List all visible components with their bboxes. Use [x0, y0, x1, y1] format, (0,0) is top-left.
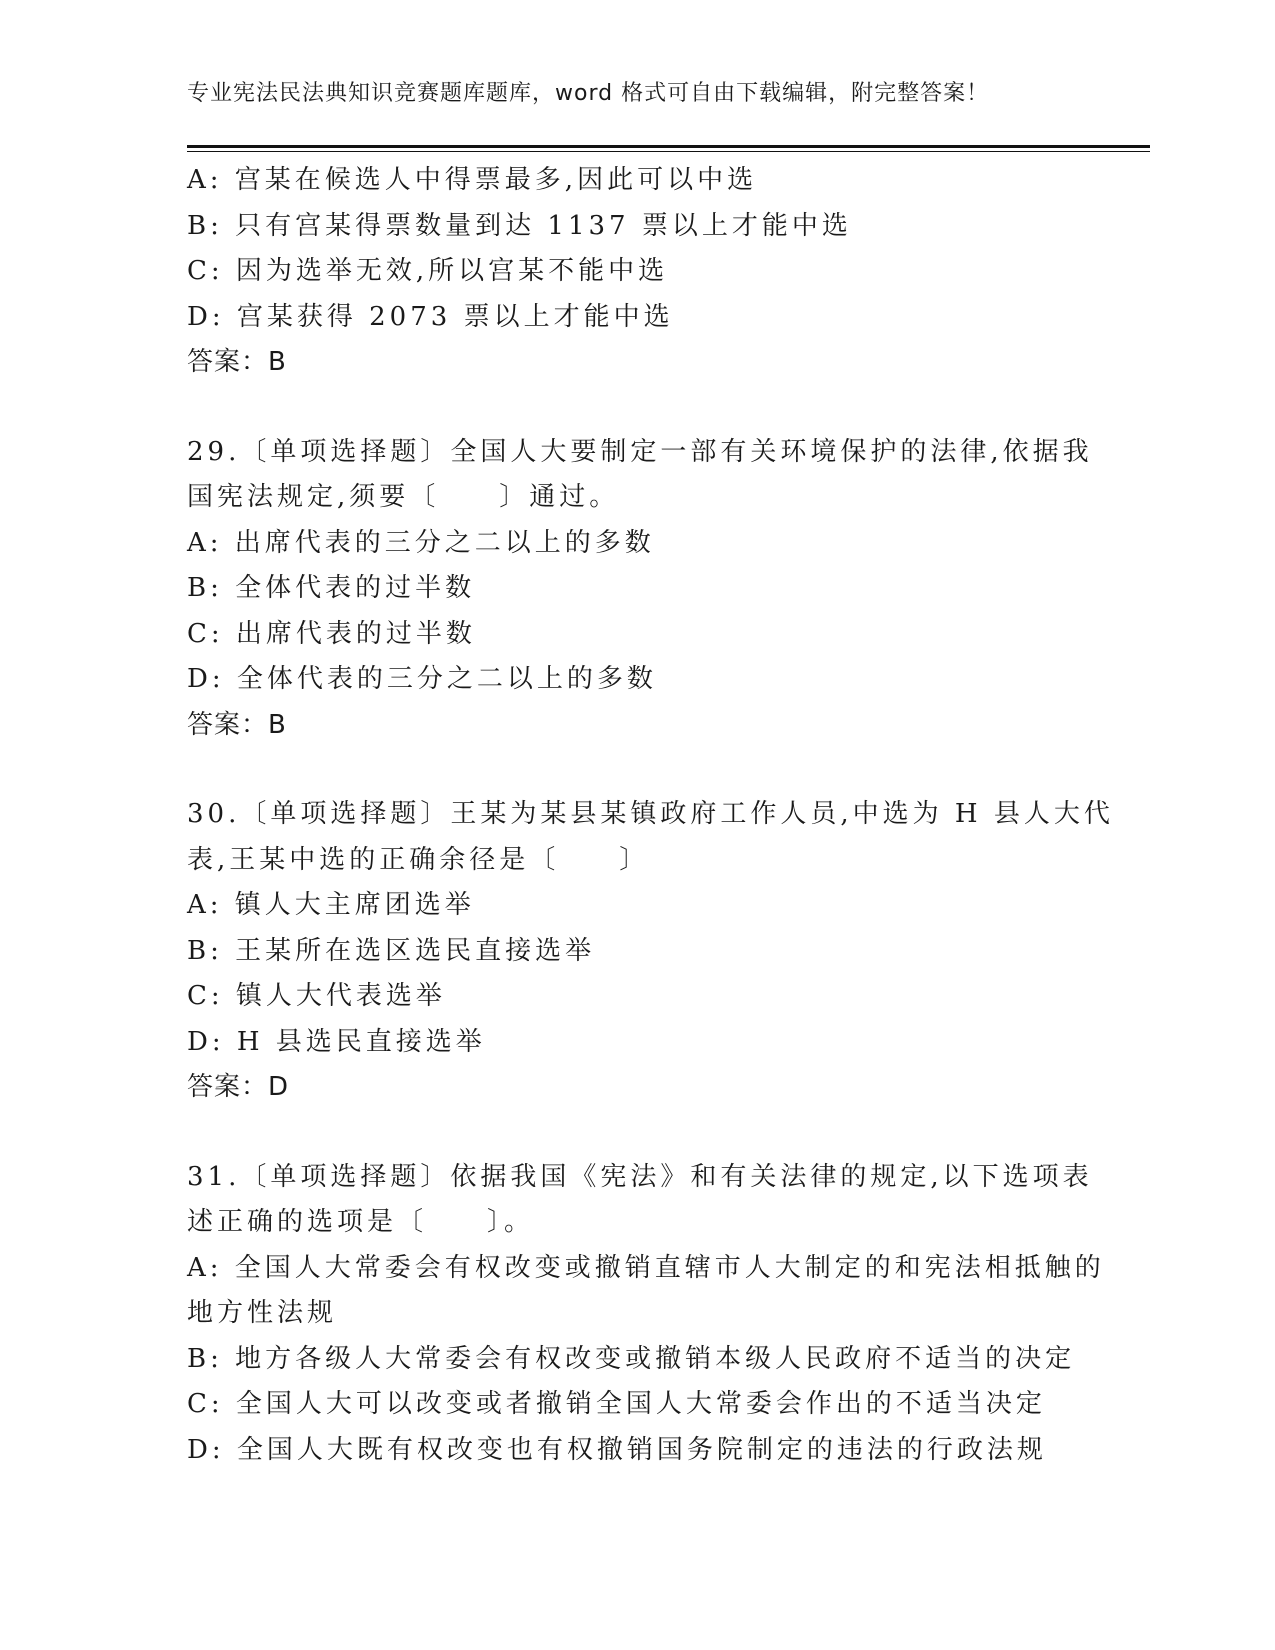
option-d: D: 宫某获得 2073 票以上才能中选	[187, 301, 674, 332]
option-c: C: 因为选举无效,所以宫某不能中选	[187, 256, 669, 286]
question-content	[187, 158, 1114, 1473]
option-c: C: 全国人大可以改变或者撤销全国人大常委会作出的不适当决定	[187, 1389, 1046, 1419]
option-a: A: 宫某在候选人中得票最多,因此可以中选	[187, 165, 758, 195]
question-stem-line-1: 29.〔单项选择题〕全国人大要制定一部有关环境保护的法律,依据我	[187, 436, 1093, 467]
question-block-28	[187, 158, 1087, 386]
question-stem-line-2: 国宪法规定,须要〔 〕通过。	[187, 482, 620, 512]
option-d: D: 全体代表的三分之二以上的多数	[187, 664, 657, 694]
question-stem-line-2: 表,王某中选的正确余径是〔 〕	[187, 844, 650, 875]
option-d: D: H 县选民直接选举	[187, 1026, 486, 1057]
option-b: B: 王某所在选区选民直接选举	[187, 935, 596, 966]
header-rule-thin	[187, 151, 1150, 152]
question-stem-line-2: 述正确的选项是〔 〕。	[187, 1207, 535, 1237]
answer-line: 答案：D	[187, 1072, 290, 1102]
option-a: A: 镇人大主席团选举	[187, 890, 475, 920]
question-stem-line-1: 30.〔单项选择题〕王某为某县某镇政府工作人员,中选为 H 县人大代	[187, 799, 1114, 829]
answer-line: 答案：B	[187, 709, 287, 740]
question-block-31	[187, 1155, 1105, 1474]
option-b: B: 地方各级人大常委会有权改变或撤销本级人民政府不适当的决定	[187, 1343, 1076, 1374]
option-c: C: 出席代表的过半数	[187, 618, 476, 649]
option-b: B: 全体代表的过半数	[187, 573, 476, 603]
question-block-30	[187, 792, 1114, 1111]
question-block-29	[187, 430, 1093, 749]
option-c: C: 镇人大代表选举	[187, 981, 446, 1011]
option-b: B: 只有宫某得票数量到达 1137 票以上才能中选	[187, 210, 852, 241]
page-header: 专业宪法民法典知识竞赛题库题库，word 格式可自由下载编辑，附完整答案！	[187, 81, 990, 106]
option-a: A: 全国人大常委会有权改变或撤销直辖市人大制定的和宪法相抵触的	[187, 1252, 1105, 1283]
option-a: A: 出席代表的三分之二以上的多数	[187, 527, 655, 558]
header-rule-thick	[187, 145, 1150, 148]
answer-line: 答案：B	[187, 347, 287, 377]
option-d: D: 全国人大既有权改变也有权撤销国务院制定的违法的行政法规	[187, 1434, 1047, 1465]
question-stem-line-1: 31.〔单项选择题〕依据我国《宪法》和有关法律的规定,以下选项表	[187, 1161, 1093, 1192]
option-a-continued: 地方性法规	[187, 1298, 338, 1328]
